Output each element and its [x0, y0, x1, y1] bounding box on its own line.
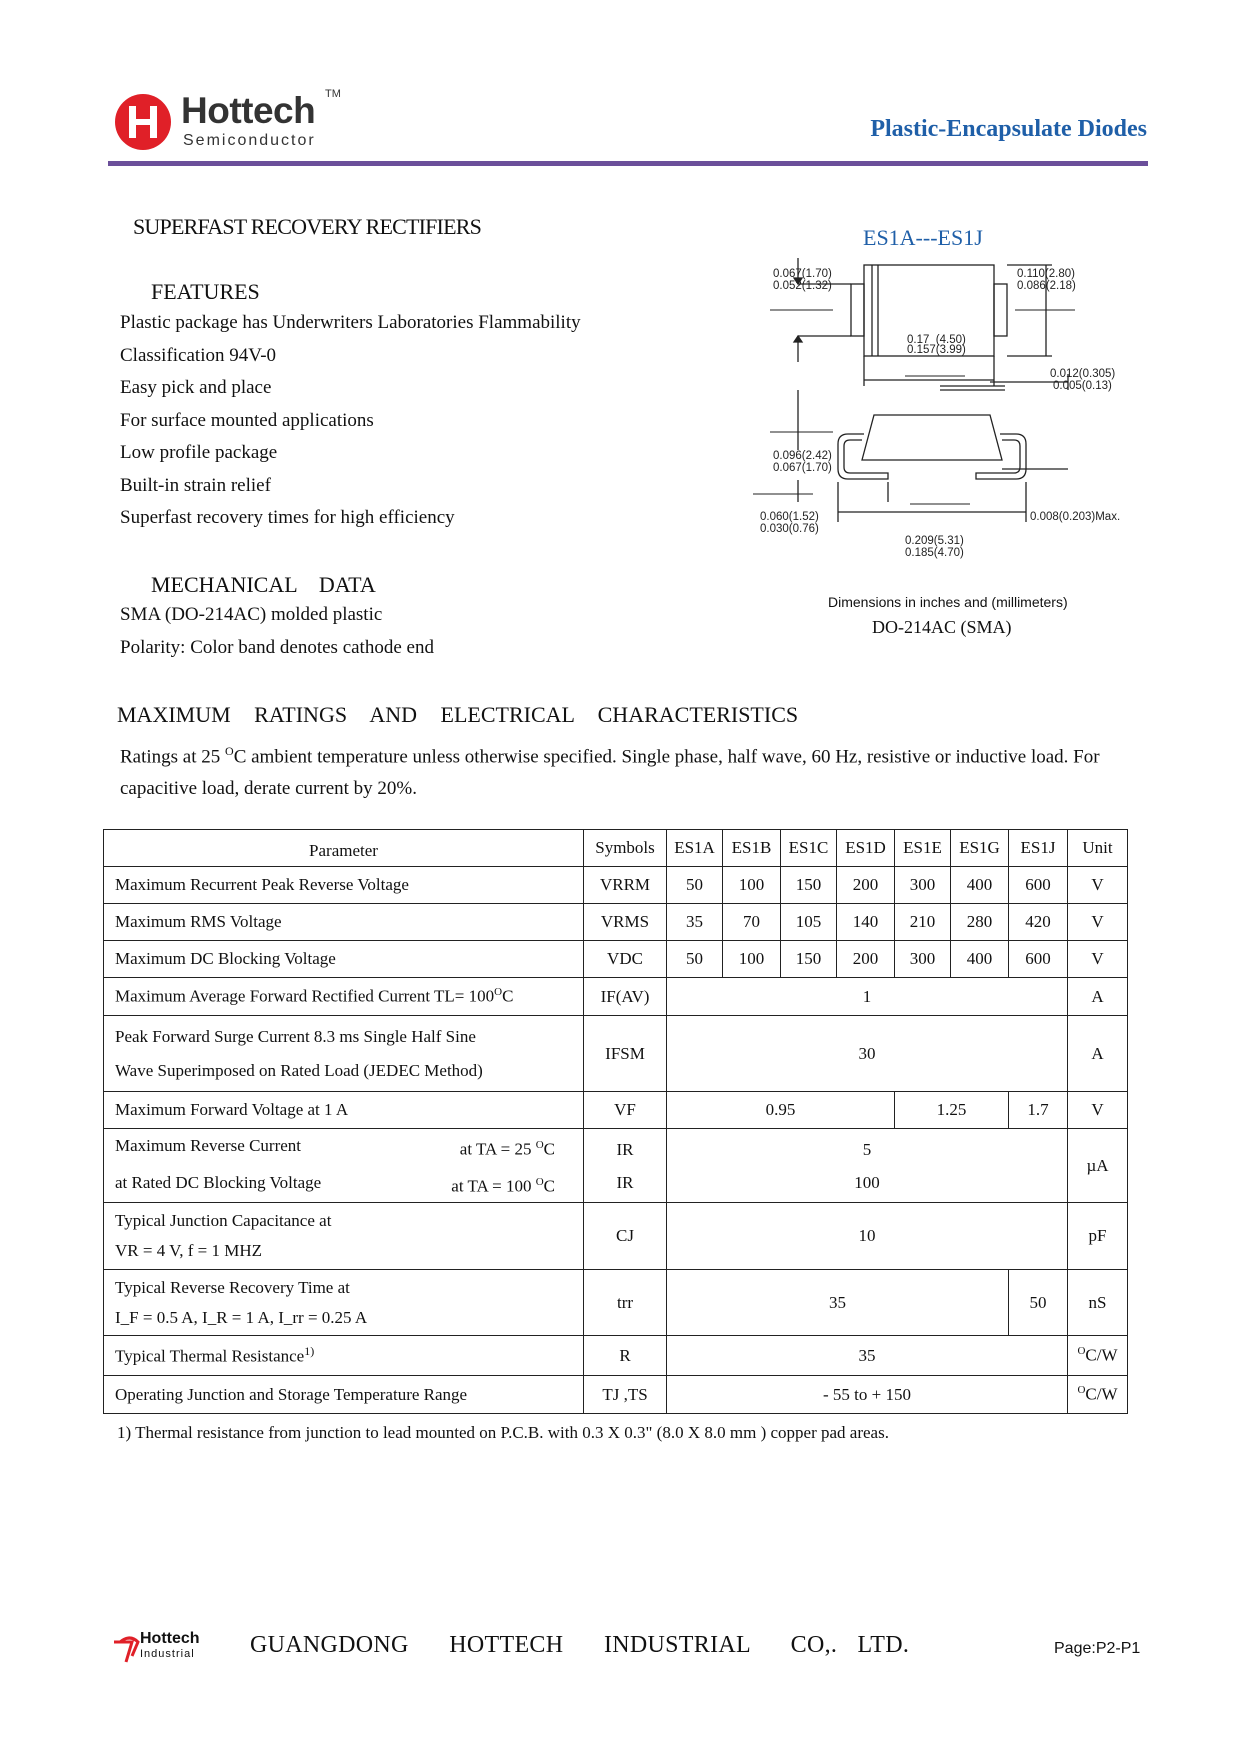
dimension-note: Dimensions in inches and (millimeters) [828, 594, 1068, 610]
symbol-cj: CJ [584, 1203, 667, 1270]
dim-lead-height-max: 0.110(2.80) [1017, 268, 1075, 280]
header-rule [108, 161, 1148, 166]
package-dimension-diagram [750, 250, 1150, 620]
spec-table [103, 829, 1128, 1414]
logo-trademark: TM [325, 88, 341, 100]
value-cell: 5 100 [667, 1129, 1068, 1203]
value-cell: 400 [951, 941, 1009, 978]
symbol-vdc: VDC [584, 941, 667, 978]
logo-name: Hottech [181, 90, 316, 131]
header-symbols: Symbols [584, 830, 667, 867]
document-title: SUPERFAST RECOVERY RECTIFIERS [133, 214, 482, 239]
dim-body-length-max: 0.17 (4.50) [907, 334, 966, 346]
value-cell: 400 [951, 867, 1009, 904]
header-part: ES1G [951, 830, 1009, 867]
symbol-ir: IR IR [584, 1129, 667, 1203]
symbol-trr: trr [584, 1270, 667, 1336]
dim-lead-length-min: 0.030(0.76) [760, 523, 819, 535]
param-rth: Typical Thermal Resistance$^{1)}$ [104, 1336, 584, 1376]
dim-overall-length-min: 0.185(4.70) [905, 547, 964, 559]
header-part: ES1B [723, 830, 781, 867]
header-part: ES1A [667, 830, 723, 867]
param-ifsm: Peak Forward Surge Current 8.3 ms Single Half Sine Wave Superimposed on Rated Load (JEDEC Method) [104, 1016, 584, 1092]
table-row [104, 941, 1128, 978]
dim-body-height-max: 0.067(1.70) [773, 268, 832, 280]
table-row [104, 867, 1128, 904]
unit-cell: V [1068, 867, 1128, 904]
footer-logo-sub: Industrial [140, 1648, 195, 1660]
symbol-vf: VF [584, 1092, 667, 1129]
unit-cell: A [1068, 1016, 1128, 1092]
header-part: ES1D [837, 830, 895, 867]
table-row [104, 1270, 1128, 1336]
ratings-heading: MAXIMUM RATINGS AND ELECTRICAL CHARACTERISTICS [117, 702, 799, 727]
unit-cell: V [1068, 904, 1128, 941]
mechanical-heading: MECHANICAL DATA [151, 572, 376, 597]
dim-lead-length-max: 0.060(1.52) [760, 511, 819, 523]
table-row [104, 904, 1128, 941]
header-parameter: Parameter [104, 830, 584, 867]
table-row [104, 978, 1128, 1016]
value-cell: 1.7 [1009, 1092, 1068, 1129]
table-row [104, 1203, 1128, 1270]
logo-mark-icon [115, 94, 171, 150]
package-body-side-view [862, 415, 1002, 460]
param-vdc: Maximum DC Blocking Voltage [104, 941, 584, 978]
header-part: ES1J [1009, 830, 1068, 867]
value-cell: 70 [723, 904, 781, 941]
ratings-note-pre: Ratings at 25 [120, 746, 226, 768]
table-row [104, 1336, 1128, 1376]
symbol-ifsm: IFSM [584, 1016, 667, 1092]
value-cell: 1.25 [895, 1092, 1009, 1129]
unit-cell: nS [1068, 1270, 1128, 1336]
table-footnote: 1) Thermal resistance from junction to lead mounted on P.C.B. with 0.3 X 0.3" (8.0 X 8.0 mm ) copper pad areas. [117, 1423, 889, 1442]
value-cell: 280 [951, 904, 1009, 941]
value-cell: 100 [723, 867, 781, 904]
value-cell: 420 [1009, 904, 1068, 941]
dim-lead-height-min: 0.086(2.18) [1017, 280, 1076, 292]
symbol-vrms: VRMS [584, 904, 667, 941]
unit-cell: $^O$C/W [1068, 1376, 1128, 1414]
value-cell: 600 [1009, 941, 1068, 978]
logo-subtitle: Semiconductor [183, 132, 316, 149]
table-header-row [104, 830, 1128, 867]
company-logo [115, 88, 355, 156]
unit-cell: $^O$C/W [1068, 1336, 1128, 1376]
list-item: SMA (DO-214AC) molded plastic [120, 604, 383, 625]
value-cell: - 55 to + 150 [667, 1376, 1068, 1414]
value-cell: 0.95 [667, 1092, 895, 1129]
value-cell: 50 [1009, 1270, 1068, 1336]
list-item: Low profile package [120, 442, 278, 463]
param-ir: Maximum Reverse Current at TA = 25 $^O$C at Rated DC Blocking Voltage at TA = 100 $^O$C [104, 1129, 584, 1203]
param-vf: Maximum Forward Voltage at 1 A [104, 1092, 584, 1129]
dim-overall-length-max: 0.209(5.31) [905, 535, 964, 547]
mechanical-list [120, 604, 434, 669]
table-row [104, 1129, 1128, 1203]
package-name: DO-214AC (SMA) [872, 617, 1012, 637]
value-cell: 35 [667, 1270, 1009, 1336]
param-trr: Typical Reverse Recovery Time at I_F = 0.5 A, I_R = 1 A, I_rr = 0.25 A [104, 1270, 584, 1336]
dim-lead-thickness-max: 0.012(0.305) [1050, 368, 1116, 380]
value-cell: 50 [667, 941, 723, 978]
dim-lead-thickness-min: 0.005(0.13) [1053, 380, 1112, 392]
dim-body-height-min: 0.052(1.32) [773, 280, 832, 292]
dim-standoff: 0.008(0.203)Max. [1030, 511, 1121, 523]
part-range: ES1A---ES1J [863, 225, 983, 250]
degree-sup: O [225, 744, 234, 758]
value-cell: 150 [781, 867, 837, 904]
value-cell: 50 [667, 867, 723, 904]
header-part: ES1E [895, 830, 951, 867]
value-cell: 140 [837, 904, 895, 941]
value-cell: 35 [667, 1336, 1068, 1376]
symbol-rth: R [584, 1336, 667, 1376]
unit-cell: pF [1068, 1203, 1128, 1270]
value-cell: 200 [837, 941, 895, 978]
list-item: Built-in strain relief [120, 474, 271, 496]
param-vrms: Maximum RMS Voltage [104, 904, 584, 941]
features-heading: FEATURES [151, 279, 260, 304]
value-cell: 1 [667, 978, 1068, 1016]
table-row [104, 1092, 1128, 1129]
symbol-tj: TJ ,TS [584, 1376, 667, 1414]
value-cell: 35 [667, 904, 723, 941]
param-cj: Typical Junction Capacitance at VR = 4 V, f = 1 MHZ [104, 1203, 584, 1270]
table-row [104, 1016, 1128, 1092]
param-tj: Operating Junction and Storage Temperature Range [104, 1376, 584, 1414]
list-item: Classification 94V-0 [120, 344, 277, 366]
table-row [104, 1376, 1128, 1414]
value-cell: 10 [667, 1203, 1068, 1270]
page-number: Page:P2-P1 [1054, 1640, 1141, 1657]
dim-body-length-min: 0.157(3.99) [907, 344, 966, 356]
dim-height-max: 0.096(2.42) [773, 450, 832, 462]
unit-cell: A [1068, 978, 1128, 1016]
dim-height-min: 0.067(1.70) [773, 462, 832, 474]
unit-cell: V [1068, 1092, 1128, 1129]
unit-cell: V [1068, 941, 1128, 978]
value-cell: 210 [895, 904, 951, 941]
ratings-note-post: C ambient temperature unless otherwise specified. Single phase, half wave, 60 Hz, resistive or inductive load. For capacitive load, derate current by 20%. [120, 746, 1100, 800]
param-vrrm: Maximum Recurrent Peak Reverse Voltage [104, 867, 584, 904]
ratings-note [120, 735, 1140, 805]
value-cell: 600 [1009, 867, 1068, 904]
header-title: Plastic-Encapsulate Diodes [870, 116, 1147, 142]
footer-logo-name: Hottech [140, 1630, 200, 1647]
value-cell: 150 [781, 941, 837, 978]
footer-company: GUANGDONG HOTTECH INDUSTRIAL CO,. LTD. [250, 1632, 910, 1658]
param-ifav: Maximum Average Forward Rectified Current $TL= 100^OC$ [104, 978, 584, 1016]
features-list [120, 312, 581, 540]
list-item: Plastic package has Underwriters Laboratories Flammability [120, 312, 581, 333]
list-item: Polarity: Color band denotes cathode end [120, 636, 434, 658]
header-unit: Unit [1068, 830, 1128, 867]
list-item: Easy pick and place [120, 377, 272, 398]
list-item: For surface mounted applications [120, 409, 374, 431]
list-item: Superfast recovery times for high efficiency [120, 507, 455, 528]
footer-logo [110, 1630, 210, 1664]
value-cell: 300 [895, 941, 951, 978]
header-part: ES1C [781, 830, 837, 867]
value-cell: 200 [837, 867, 895, 904]
unit-cell: µA [1068, 1129, 1128, 1203]
symbol-ifav: IF(AV) [584, 978, 667, 1016]
value-cell: 100 [723, 941, 781, 978]
symbol-vrrm: VRRM [584, 867, 667, 904]
value-cell: 300 [895, 867, 951, 904]
value-cell: 105 [781, 904, 837, 941]
value-cell: 30 [667, 1016, 1068, 1092]
